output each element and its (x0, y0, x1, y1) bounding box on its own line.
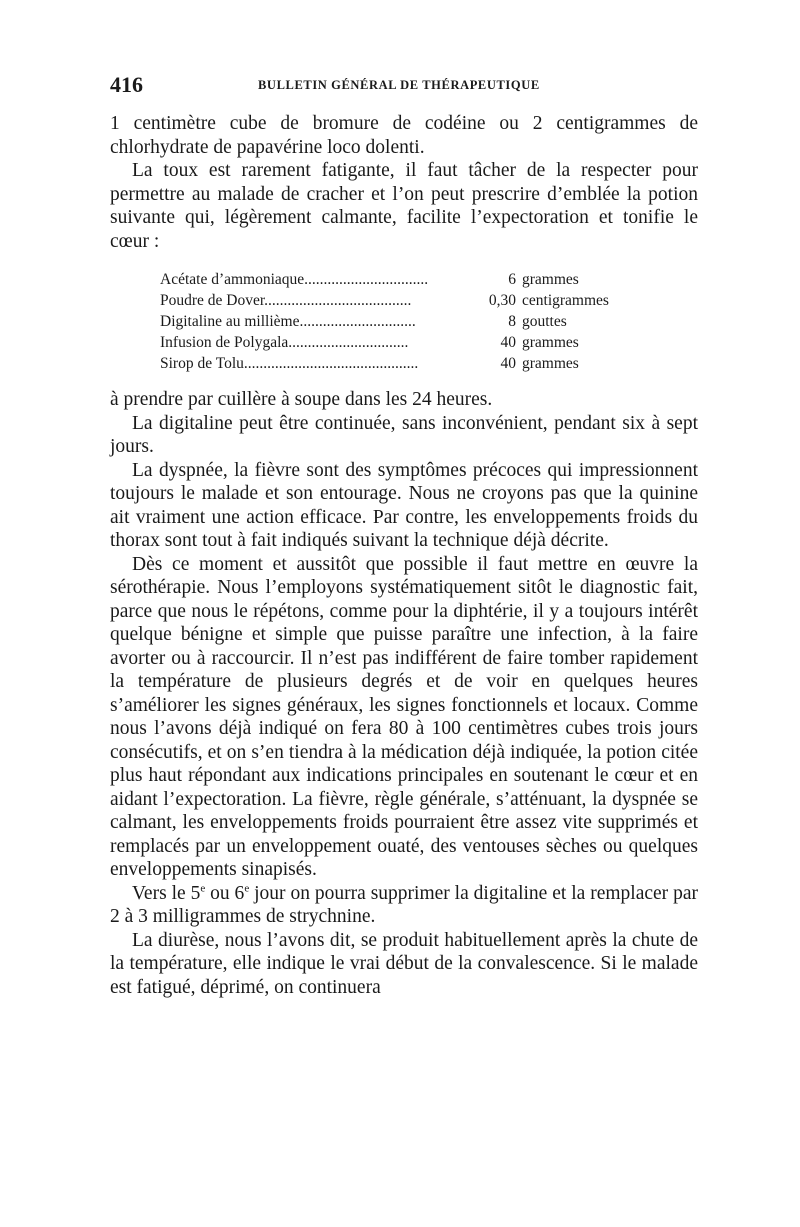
paragraph-7-text-c: jour on pourra supprimer la digitaline et la remplacer par 2 à 3 milligrammes de strychnine. (110, 882, 698, 927)
paragraph-7 (110, 882, 698, 929)
formula-amount: 8 (508, 313, 516, 330)
formula-unit: grammes (522, 334, 579, 351)
paragraph-7-text-a: Vers le 5 (132, 882, 201, 904)
formula-row (160, 290, 640, 311)
ordinal-suffix: e (244, 882, 250, 894)
paragraph-4: La digitaline peut être continuée, sans inconvénient, pendant six à sept jours. (110, 412, 698, 457)
formula-row (160, 311, 640, 332)
paragraph-5: La dyspnée, la fièvre sont des symptômes précoces qui impressionnent toujours le malade et son entourage. Nous ne croyons pas que la quinine ait vraiment une action efficace. Par contre, les enveloppements froids du thorax sont tout à fait indiqués suivant la technique déjà décrite. (110, 459, 698, 551)
ordinal-suffix: e (200, 882, 206, 894)
formula-amount: 40 (500, 334, 516, 351)
formula-row (160, 269, 640, 290)
formula-ingredient: Digitaline au millième.............................. (160, 313, 416, 330)
page-number: 416 (110, 72, 143, 97)
paragraph-1: 1 centimètre cube de bromure de codéine ou 2 centigrammes de chlorhydrate de papavérine loco dolenti. (110, 113, 698, 158)
formula-ingredient: Sirop de Tolu............................................. (160, 355, 419, 372)
page (110, 72, 698, 999)
formula-row (160, 332, 640, 353)
formula-ingredient: Acétate d’ammoniaque................................ (160, 271, 429, 288)
paragraph-7-text-b: ou 6 (205, 882, 245, 904)
paragraph-6: Dès ce moment et aussitôt que possible il faut mettre en œuvre la sérothérapie. Nous l’employons systématiquement sitôt le diagnostic fait, parce que nous le répétons, comme pour la diphtérie, il y a toujours intérêt quelque bénigne et simple que puisse paraître une infection, à la faire avorter ou à raccourcir. Il n’est pas indifférent de faire tomber rapidement la température de plusieurs degrés et de voir en quelques heures s’améliorer les signes généraux, les signes fonctionnels et locaux. Comme nous l’avons déjà indiqué on fera 80 à 100 centimètres cubes trois jours consécutifs, et on s’en tiendra à la médication déjà indiquée, la potion citée plus haut répondant aux indications principales en soutenant le cœur et en aidant l’expectoration. La fièvre, règle générale, s’atténuant, la dyspnée se calmant, les enveloppements froids pourraient être assez vite supprimés et remplacés par un enveloppement ouaté, des ventouses sèches ou quelques enveloppements sinapisés. (110, 553, 698, 880)
formula-unit: grammes (522, 355, 579, 372)
formula-ingredient: Infusion de Polygala............................... (160, 334, 409, 351)
formula-row (160, 353, 640, 374)
running-head (110, 72, 698, 98)
prescription-formula (160, 269, 640, 374)
formula-unit: grammes (522, 271, 579, 288)
formula-unit: centigrammes (522, 292, 609, 309)
formula-amount: 6 (508, 271, 516, 288)
formula-ingredient: Poudre de Dover...................................... (160, 292, 412, 309)
journal-title: BULLETIN GÉNÉRAL DE THÉRAPEUTIQUE (258, 78, 540, 92)
formula-amount: 0,30 (488, 292, 516, 309)
formula-amount: 40 (500, 355, 516, 372)
paragraph-2: La toux est rarement fatigante, il faut tâcher de la respecter pour permettre au malade de cracher et l’on peut prescrire d’emblée la potion suivante qui, légèrement calmante, facilite l’expectoration et tonifie le cœur : (110, 160, 698, 252)
paragraph-3: à prendre par cuillère à soupe dans les 24 heures. (110, 389, 493, 410)
paragraph-8: La diurèse, nous l’avons dit, se produit habituellement après la chute de la température, elle indique le vrai début de la convalescence. Si le malade est fatigué, déprimé, on continuera (110, 929, 698, 998)
formula-unit: gouttes (522, 313, 567, 330)
